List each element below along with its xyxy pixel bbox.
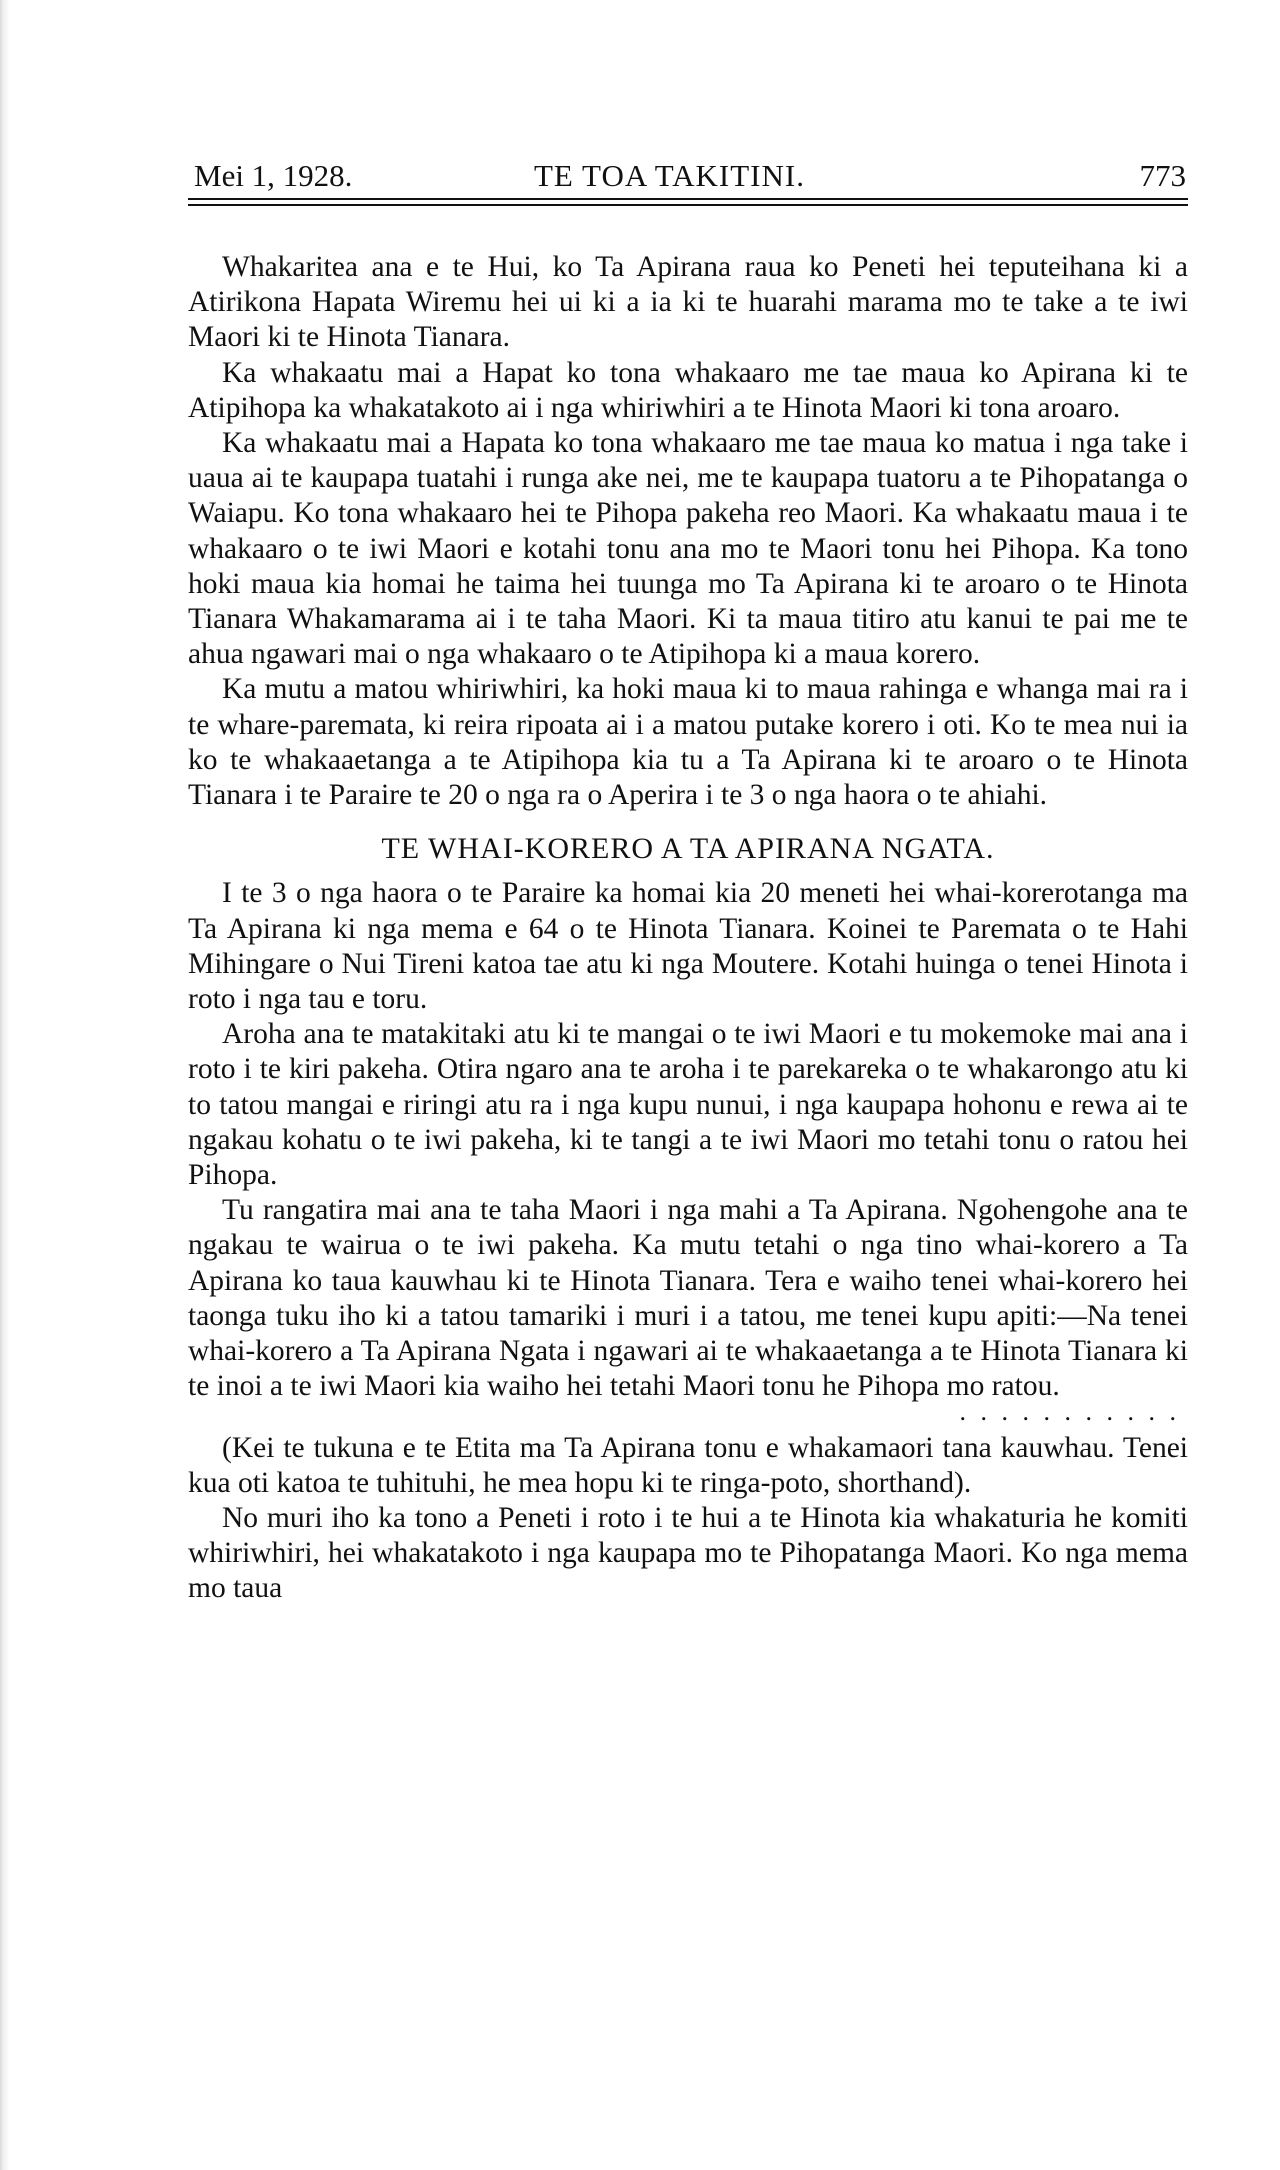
paragraph: Ka whakaatu mai a Hapat ko tona whakaaro me tae maua ko Apirana ki te Atipihopa ka whakatakoto ai i nga whiriwhiri a te Hinota Maori ki tona aroaro.	[188, 356, 1188, 424]
header-rule-bottom	[188, 204, 1188, 206]
running-header	[188, 150, 1188, 202]
header-title: TE TOA TAKITINI.	[534, 158, 805, 193]
paragraph: No muri iho ka tono a Peneti i roto i te hui a te Hinota kia whakaturia he komiti whiriwhiri, hei whakatakoto i nga kaupapa mo te Pihopatanga Maori. Ko nga mema mo taua	[188, 1501, 1188, 1605]
paragraph: Ka whakaatu mai a Hapata ko tona whakaaro me tae maua ko matua i nga take i uaua ai te kaupapa tuatahi i runga ake nei, me te kaupapa tuatoru a te Pihopatanga o Waiapu. Ko tona whakaaro hei te Pihopa pakeha reo Maori. Ka whakaatu maua i te whakaaro o te iwi Maori e kotahi tonu ana mo te Maori tonu hei Pihopa. Ka tono hoki maua kia homai he taima hei tuunga mo Ta Apirana ki te aroaro o te Hinota Tianara Whakamarama ai i te taha Maori. Ki ta maua titiro atu kanui te pai me te ahua ngawari mai o nga whakaaro o te Atipihopa ki a maua korero.	[188, 427, 1188, 671]
section-heading: TE WHAI-KORERO A TA APIRANA NGATA.	[381, 832, 995, 866]
paragraph: Aroha ana te matakitaki atu ki te mangai o te iwi Maori e tu mokemoke mai ana i roto i te kiri pakeha. Otira ngaro ana te aroha i te parekareka o te whakarongo atu ki to tatou mangai e riringi atu ra i nga kupu nunui, i nga kaupapa hohonu e rewa ai te ngakau kohatu o te iwi pakeha, ki te tangi a te iwi Maori mo tetahi tonu o ratou hei Pihopa.	[188, 1018, 1188, 1192]
article-body	[188, 250, 1188, 1607]
paragraph: Tu rangatira mai ana te taha Maori i nga mahi a Ta Apirana. Ngohengohe ana te ngakau te wairua o te iwi pakeha. Ka mutu tetahi o nga tino whai-korero a Ta Apirana ko taua kauwhau ki te Hinota Tianara. Tera e waiho tenei whai-korero hei taonga tuku iho ki a tatou tamariki i muri i a tatou, me tenei kupu apiti:—Na tenei whai-korero a Ta Apirana Ngata i ngawari ai te whakaaetanga a te Hinota Tianara ki te inoi a te iwi Maori kia waiho hei tetahi Maori tonu he Pihopa mo ratou.	[188, 1194, 1188, 1403]
page-number: 773	[1139, 158, 1186, 193]
paragraph: I te 3 o nga haora o te Paraire ka homai kia 20 meneti hei whai-korerotanga ma Ta Apirana ki nga mema e 64 o te Hinota Tianara. Koinei te Paremata o te Hahi Mihingare o Nui Tireni katoa tae atu ki nga Moutere. Kotahi huinga o tenei Hinota i roto i nga tau e toru.	[188, 877, 1188, 1016]
paragraph: Ka mutu a matou whiriwhiri, ka hoki maua ki to maua rahinga e whanga mai ra i te whare-paremata, ki reira ripoata ai i a matou putake korero i oti. Ko te mea nui ia ko te whakaaetanga a te Atipihopa kia tu a Ta Apirana ki te aroaro o te Hinota Tianara i te Paraire te 20 o nga ra o Aperira i te 3 o nga haora o te ahiahi.	[188, 673, 1188, 812]
paragraph: (Kei te tukuna e te Etita ma Ta Apirana tonu e whakamaori tana kauwhau. Tenei kua oti katoa te tuhituhi, he mea hopu ki te ringa-poto, shorthand).	[188, 1431, 1188, 1499]
dot-leader-separator: . . . . . . . . . . .	[959, 1396, 1180, 1426]
scan-edge	[0, 0, 10, 2170]
magazine-page	[188, 150, 1188, 1607]
header-rule-top	[188, 198, 1188, 200]
header-date: Mei 1, 1928.	[194, 158, 353, 193]
paragraph: Whakaritea ana e te Hui, ko Ta Apirana raua ko Peneti hei teputeihana ki a Atirikona Hapata Wiremu hei ui ki a ia ki te huarahi marama mo te take a te iwi Maori ki te Hinota Tianara.	[188, 251, 1188, 354]
